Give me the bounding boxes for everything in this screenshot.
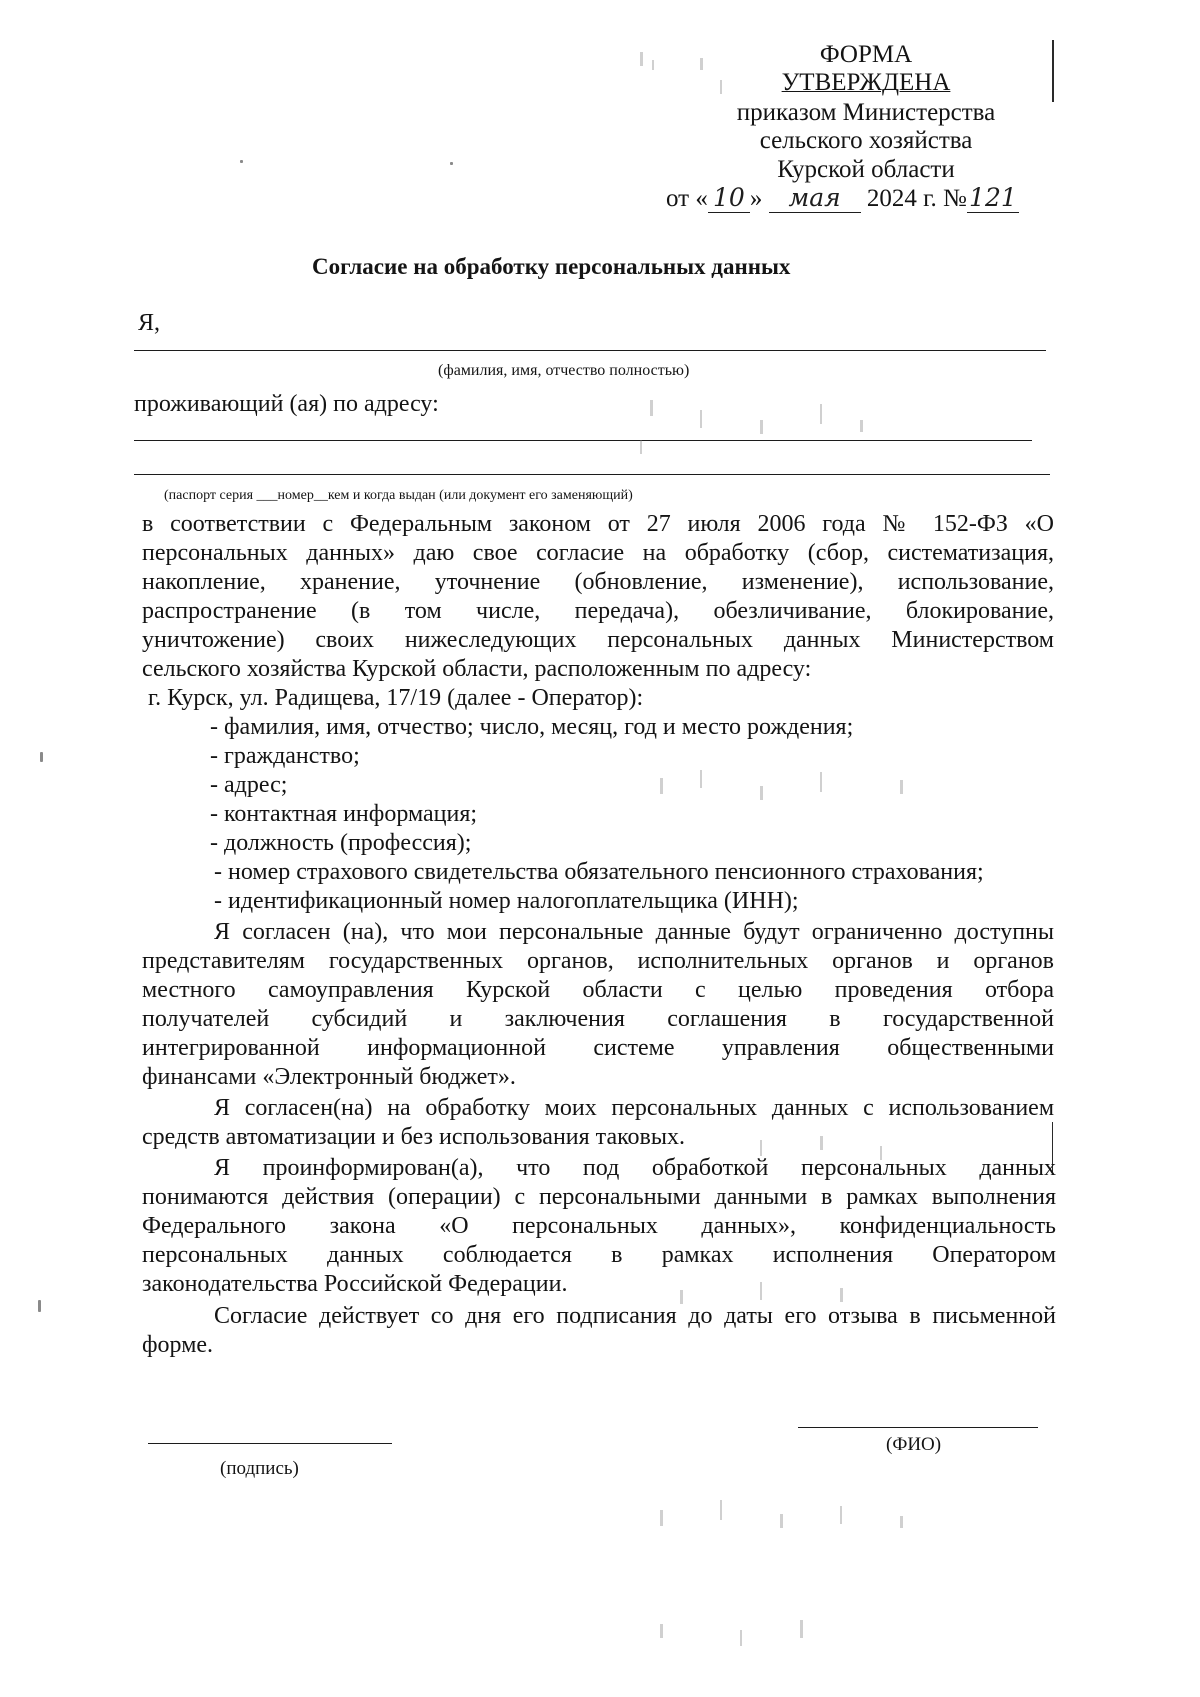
data-item: - номер страхового свидетельства обязательного пенсионного страхования; bbox=[214, 859, 984, 885]
consent-last-line: сельского хозяйства Курской области, расположенным по адресу: bbox=[142, 656, 812, 682]
fio-caption: (фамилия, имя, отчество полностью) bbox=[438, 362, 690, 379]
consent-line: уничтожение) своих нижеследующих персональных данных Министерством bbox=[142, 627, 1054, 653]
form-label: ФОРМА bbox=[819, 41, 913, 68]
informed-line: Я проинформирован(а), что под обработкой персональных данных bbox=[214, 1155, 1056, 1181]
order-ministry-line: приказом Министерства bbox=[736, 99, 996, 126]
consent-line: накопление, хранение, уточнение (обновление, изменение), использование, bbox=[142, 569, 1054, 595]
access-line: получателей субсидий и заключения соглашения в государственной bbox=[142, 1006, 1054, 1032]
access-last-line: финансами «Электронный бюджет». bbox=[142, 1064, 516, 1090]
validity-line: Согласие действует со дня его подписания до даты его отзыва в письменной bbox=[214, 1303, 1056, 1329]
automation-line: Я согласен(на) на обработку моих персональных данных с использованием bbox=[214, 1095, 1054, 1121]
informed-line: понимаются действия (операции) с персональными данными в рамках выполнения bbox=[142, 1184, 1056, 1210]
date-month-handwritten: мая bbox=[769, 183, 861, 213]
scan-speck bbox=[240, 160, 243, 163]
address-prompt: проживающий (ая) по адресу: bbox=[134, 391, 439, 417]
scan-speck bbox=[450, 162, 453, 165]
approved-label: УТВЕРЖДЕНА bbox=[781, 69, 951, 96]
signature-caption: (подпись) bbox=[220, 1458, 299, 1479]
access-line: местного самоуправления Курской области с целью проведения отбора bbox=[142, 977, 1054, 1003]
consent-line: распространение (в том числе, передача), обезличивание, блокирование, bbox=[142, 598, 1054, 624]
date-day-handwritten: 10 bbox=[708, 183, 750, 213]
data-item: - должность (профессия); bbox=[210, 830, 472, 856]
informed-last-line: законодательства Российской Федерации. bbox=[142, 1271, 568, 1297]
validity-last-line: форме. bbox=[142, 1332, 214, 1358]
scan-speck bbox=[40, 752, 43, 762]
scan-speck bbox=[38, 1300, 41, 1312]
document-title: Согласие на обработку персональных данных bbox=[312, 254, 791, 279]
informed-line: персональных данных соблюдается в рамках исполнения Оператором bbox=[142, 1242, 1056, 1268]
data-item: - фамилия, имя, отчество; число, месяц, год и место рождения; bbox=[210, 714, 854, 740]
access-line: интегрированной информационной системе управления общественными bbox=[142, 1035, 1054, 1061]
data-item: - гражданство; bbox=[210, 743, 360, 769]
passport-caption: (паспорт серия ___номер__кем и когда выдан (или документ его заменяющий) bbox=[164, 488, 633, 503]
fio-prompt: Я, bbox=[138, 310, 161, 336]
data-item: - контактная информация; bbox=[210, 801, 478, 827]
informed-line: Федерального закона «О персональных данных», конфиденциальность bbox=[142, 1213, 1056, 1239]
access-line: Я согласен (на), что мои персональные данные будут ограниченно доступны bbox=[214, 919, 1054, 945]
order-agriculture-line: сельского хозяйства bbox=[759, 127, 973, 154]
automation-last-line: средств автоматизации и без использования таковых. bbox=[142, 1124, 685, 1150]
date-mid: » bbox=[749, 185, 763, 212]
operator-address: г. Курск, ул. Радищева, 17/19 (далее - Оператор): bbox=[148, 685, 644, 711]
consent-line: персональных данных» даю свое согласие на обработку (сбор, систематизация, bbox=[142, 540, 1054, 566]
date-year: 2024 г. № bbox=[866, 185, 967, 212]
data-item: - адрес; bbox=[210, 772, 288, 798]
data-item: - идентификационный номер налогоплательщика (ИНН); bbox=[214, 888, 799, 914]
date-prefix: от « bbox=[666, 185, 708, 212]
order-region-line: Курской области bbox=[777, 156, 955, 183]
fio-sign-caption: (ФИО) bbox=[886, 1434, 942, 1455]
access-line: представителям государственных органов, исполнительных органов и органов bbox=[142, 948, 1054, 974]
consent-line: в соответствии с Федеральным законом от 27 июля 2006 года № 152-ФЗ «О bbox=[142, 511, 1054, 537]
order-number-handwritten: 121 bbox=[967, 183, 1019, 213]
